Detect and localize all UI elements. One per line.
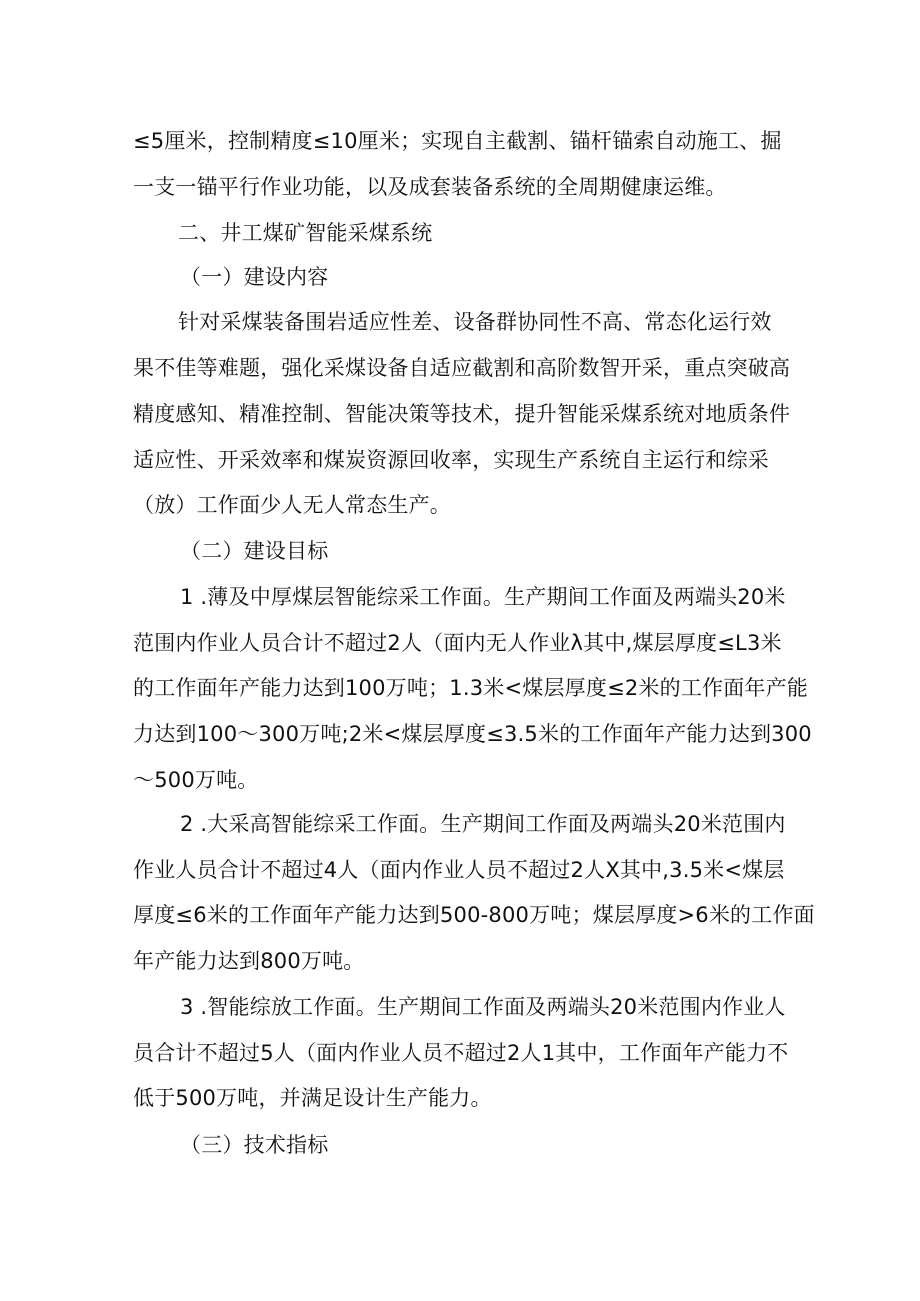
text-line-14: 力达到100〜300万吨;2米<煤层厚度≤3.5米的工作面年产能力达到300 bbox=[133, 722, 812, 746]
subsection-heading-construction-content: （一）建设内容 bbox=[180, 265, 329, 289]
subsection-heading-technical-indicators: （三）技术指标 bbox=[180, 1133, 329, 1157]
text-line-18: 厚度≤6米的工作面年产能力达到500-800万吨；煤层厚度>6米的工作面 bbox=[133, 903, 815, 927]
text-line-21: 员合计不超过5人（面内作业人员不超过2人1其中，工作面年产能力不 bbox=[133, 1041, 789, 1065]
section-heading-2: 二、井工煤矿智能采煤系统 bbox=[178, 221, 433, 245]
text-line-2: 一支一锚平行作业功能，以及成套装备系统的全周期健康运维。 bbox=[133, 175, 727, 199]
text-line-12: 范围内作业人员合计不超过2人（面内无人作业λ其中,煤层厚度≤L3米 bbox=[133, 631, 782, 655]
text-line-9: （放）工作面少人无人常态生产。 bbox=[133, 493, 451, 517]
text-line-16: 2 .大采高智能综采工作面。生产期间工作面及两端头20米范围内 bbox=[180, 812, 786, 836]
subsection-heading-construction-goals: （二）建设目标 bbox=[180, 539, 329, 563]
text-line-15: 〜500万吨。 bbox=[133, 768, 259, 792]
text-line-7: 精度感知、精准控制、智能决策等技术，提升智能采煤系统对地质条件 bbox=[133, 402, 791, 426]
text-line-1: ≤5厘米，控制精度≤10厘米；实现自主截割、锚杆锚索自动施工、掘 bbox=[133, 129, 782, 153]
text-line-6: 果不佳等难题，强化采煤设备自适应截割和高阶数智开采，重点突破高 bbox=[133, 356, 791, 380]
text-line-5: 针对采煤装备围岩适应性差、设备群协同性不高、常态化运行效 bbox=[178, 310, 772, 334]
text-line-20: 3 .智能综放工作面。生产期间工作面及两端头20米范围内作业人 bbox=[180, 995, 786, 1019]
text-line-19: 年产能力达到800万吨。 bbox=[133, 949, 365, 973]
text-line-17: 作业人员合计不超过4人（面内作业人员不超过2人X其中,3.5米<煤层 bbox=[133, 858, 785, 882]
text-line-11: 1 .薄及中厚煤层智能综采工作面。生产期间工作面及两端头20米 bbox=[180, 585, 786, 609]
text-line-8: 适应性、开采效率和煤炭资源回收率，实现生产系统自主运行和综采 bbox=[133, 448, 769, 472]
text-line-22: 低于500万吨，并满足设计生产能力。 bbox=[133, 1086, 492, 1110]
text-line-13: 的工作面年产能力达到100万吨；1.3米<煤层厚度≤2米的工作面年产能 bbox=[133, 676, 809, 700]
